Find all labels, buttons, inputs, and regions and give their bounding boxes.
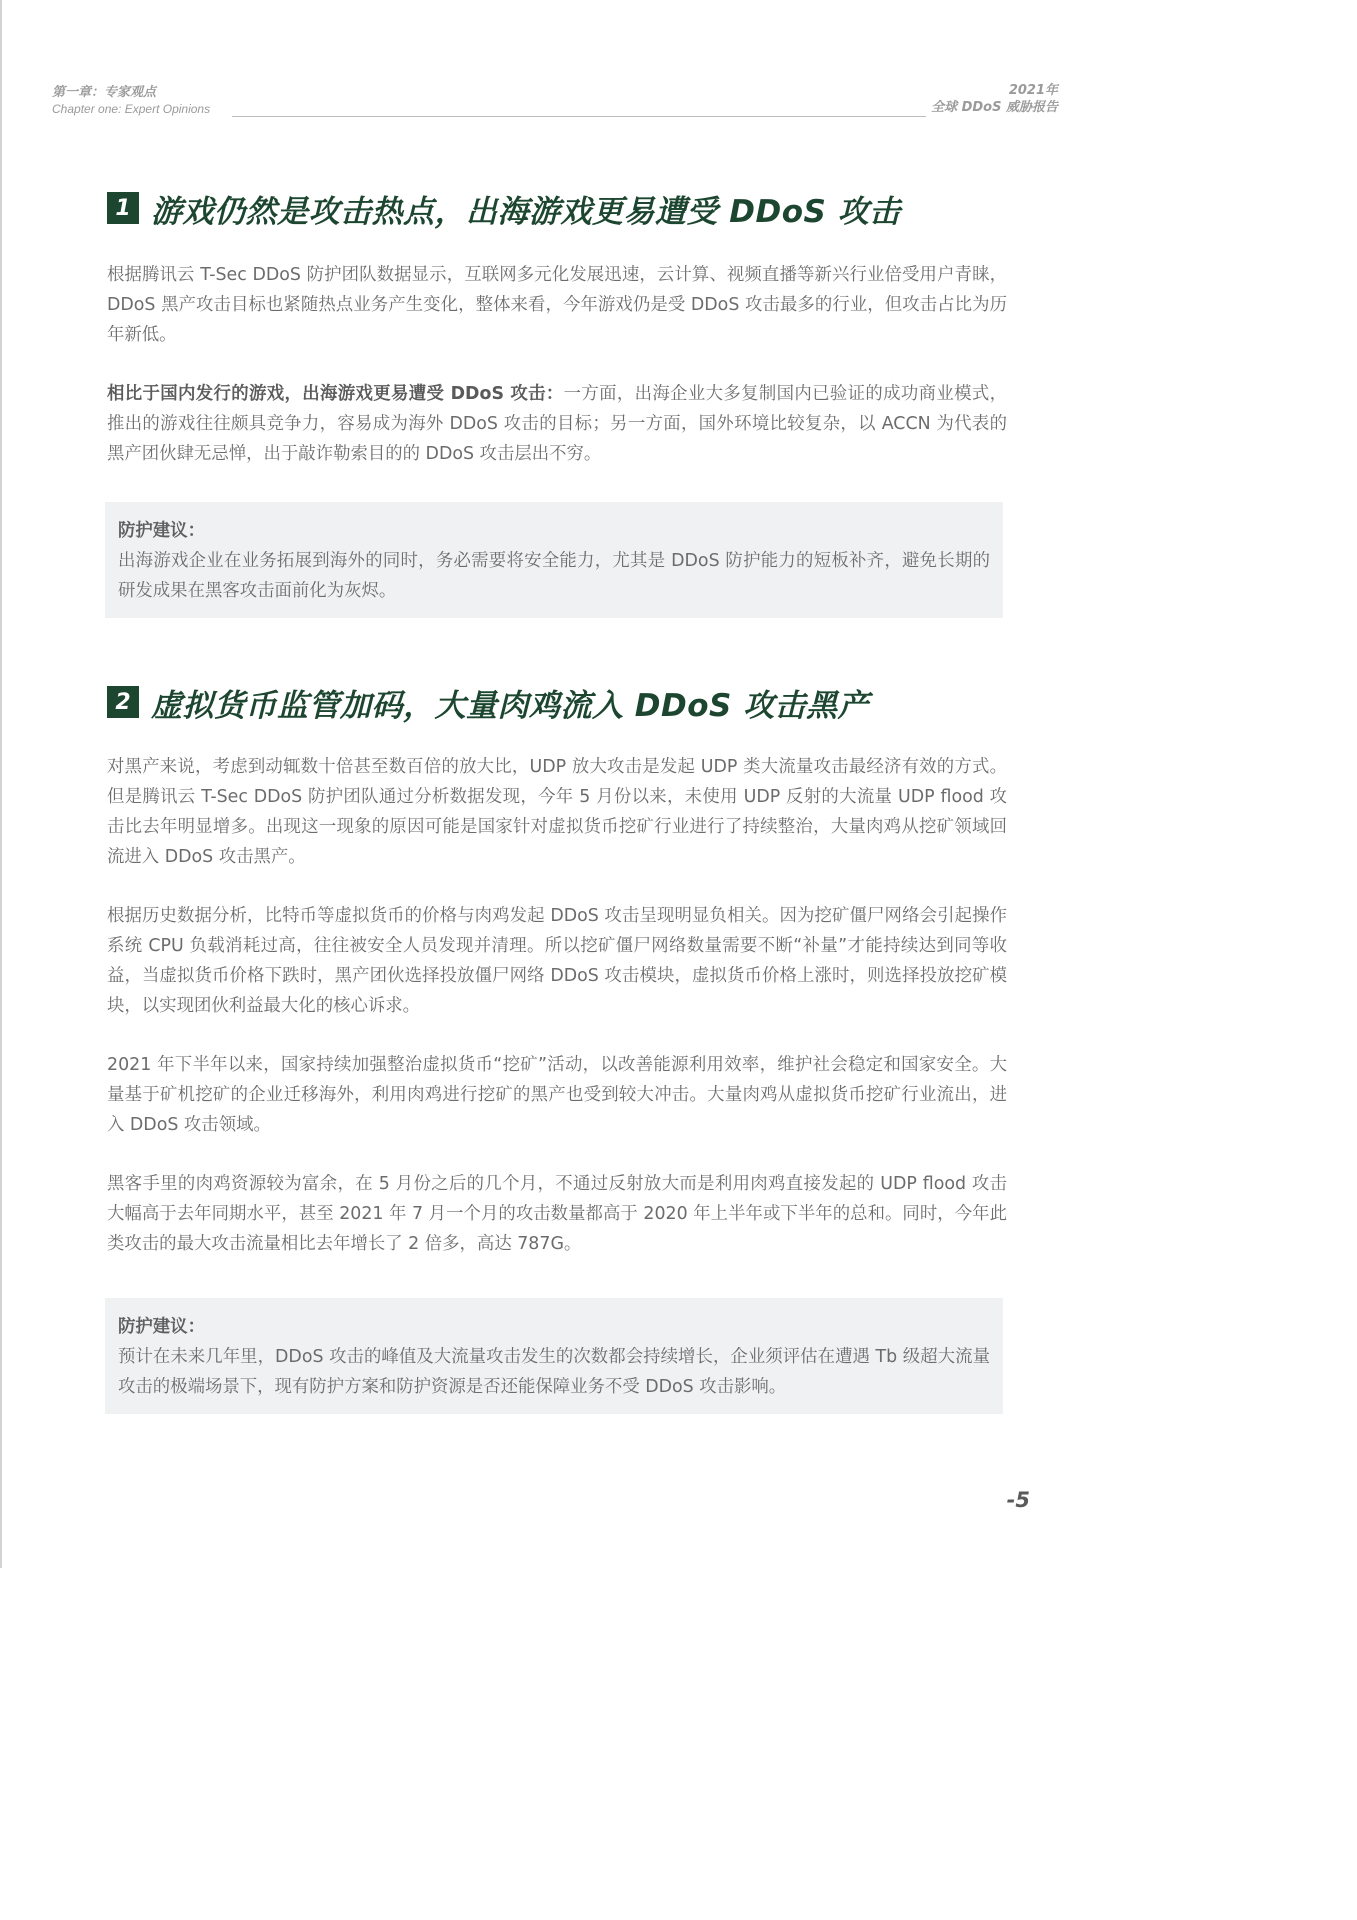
section-2-paragraph-4: 黑客手里的肉鸡资源较为富余，在 5 月份之后的几个月，不通过反射放大而是利用肉鸡直接发起的 UDP flood 攻击大幅高于去年同期水平，甚至 2021 年 7 月一个月的攻击数量都高于 2020 年上半年或下半年的总和。同时，今年此类攻击的最大攻击流量相比去年增长了 2 倍多，高达 787G。 (107, 1174, 1007, 1254)
section-1-advice-box (105, 502, 1003, 618)
section-number-badge: 2 (107, 686, 139, 718)
section-2-paragraph-3: 2021 年下半年以来，国家持续加强整治虚拟货币“挖矿”活动，以改善能源利用效率，维护社会稳定和国家安全。大量基于矿机挖矿的企业迁移海外，利用肉鸡进行挖矿的黑产也受到较大冲击。大量肉鸡从虚拟货币挖矿行业流出，进入 DDoS 攻击领域。 (107, 1055, 1007, 1135)
section-title: 游戏仍然是攻击热点，出海游戏更易遭受 DDoS 攻击 (151, 193, 901, 230)
advice-label: 防护建议： (118, 521, 205, 541)
header-divider (232, 116, 926, 117)
chapter-title-en: Chapter one: Expert Opinions (52, 102, 211, 116)
advice-text: 预计在未来几年里，DDoS 攻击的峰值及大流量攻击发生的次数都会持续增长，企业须评估在遭遇 Tb 级超大流量攻击的极端场景下，现有防护方案和防护资源是否还能保障业务不受 DDoS 攻击影响。 (118, 1347, 990, 1397)
advice-text: 出海游戏企业在业务拓展到海外的同时，务必需要将安全能力，尤其是 DDoS 防护能力的短板补齐，避免长期的研发成果在黑客攻击面前化为灰烬。 (118, 551, 990, 601)
advice-label: 防护建议： (118, 1317, 205, 1337)
section-number-badge: 1 (107, 192, 139, 224)
running-header-left (52, 84, 210, 118)
running-header-right (931, 82, 1058, 116)
section-2-paragraph-2: 根据历史数据分析，比特币等虚拟货币的价格与肉鸡发起 DDoS 攻击呈现明显负相关。因为挖矿僵尸网络会引起操作系统 CPU 负载消耗过高，往往被安全人员发现并清理。所以挖矿僵尸网络数量需要不断“补量”才能持续达到同等收益，当虚拟货币价格下跌时，黑产团伙选择投放僵尸网络 DDoS 攻击模块，虚拟货币价格上涨时，则选择投放挖矿模块，以实现团伙利益最大化的核心诉求。 (107, 906, 1007, 1016)
section-1-paragraph-1: 根据腾讯云 T-Sec DDoS 防护团队数据显示，互联网多元化发展迅速，云计算、视频直播等新兴行业倍受用户青睐，DDoS 黑产攻击目标也紧随热点业务产生变化，整体来看，今年游戏仍是受 DDoS 攻击最多的行业，但攻击占比为历年新低。 (107, 265, 1007, 345)
report-year: 2021年 (1008, 83, 1058, 98)
section-title: 虚拟货币监管加码，大量肉鸡流入 DDoS 攻击黑产 (151, 687, 870, 724)
section-2-paragraph-1: 对黑产来说，考虑到动辄数十倍甚至数百倍的放大比，UDP 放大攻击是发起 UDP 类大流量攻击最经济有效的方式。但是腾讯云 T-Sec DDoS 防护团队通过分析数据发现，今年 5 月份以来，未使用 UDP 反射的大流量 UDP flood 攻击比去年明显增多。出现这一现象的原因可能是国家针对虚拟货币挖矿行业进行了持续整治，大量肉鸡从挖矿领域回流进入 DDoS 攻击黑产。 (107, 757, 1007, 867)
paragraph-rest: 一方面，出海企业大多复制国内已验证的成功商业模式，推出的游戏往往颇具竞争力，容易成为海外 DDoS 攻击的目标；另一方面，国外环境比较复杂，以 ACCN 为代表的黑产团伙肆无忌惮，出于敲诈勒索目的的 DDoS 攻击层出不穷。 (107, 384, 1007, 464)
bold-lead: 相比于国内发行的游戏，出海游戏更易遭受 DDoS 攻击： (107, 384, 564, 404)
page-number: -5 (1006, 1488, 1030, 1512)
section-2-advice-box (105, 1298, 1003, 1414)
report-title: 全球 DDoS 威胁报告 (931, 100, 1058, 115)
chapter-title-cn: 第一章：专家观点 (52, 85, 157, 100)
section-2-heading (107, 682, 869, 722)
section-1-heading (107, 188, 901, 228)
section-1-paragraph-2 (107, 379, 1007, 469)
page-left-rule (0, 0, 2, 1568)
